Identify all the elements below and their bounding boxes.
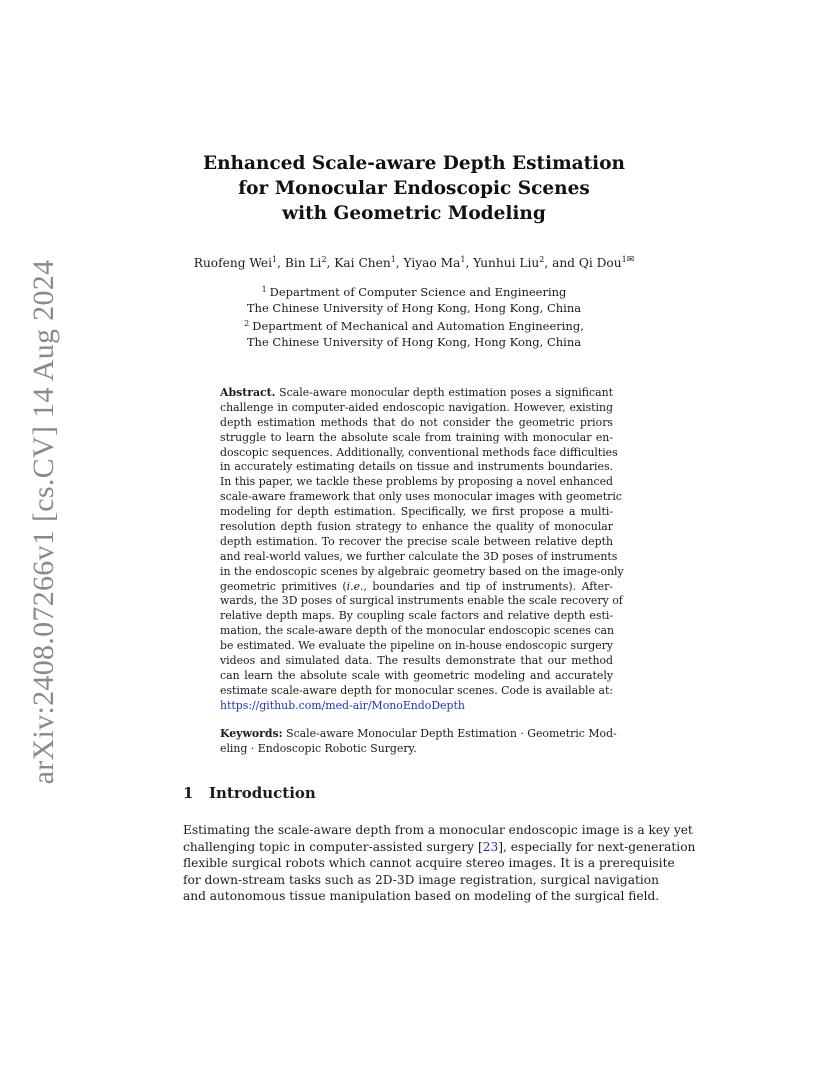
intro-text: challenging topic in computer-assisted surgery [ (183, 839, 483, 854)
abstract-line: estimate scale-aware depth for monocular scenes. Code is available at: (220, 683, 613, 697)
arxiv-identifier: arXiv:2408.07266v1 [cs.CV] 14 Aug 2024 (27, 259, 60, 785)
intro-text: ], especially for next-generation (498, 839, 696, 854)
author-list: Ruofeng Wei$^1$, Bin Li$^2$, Kai Chen$^1$, Yiyao Ma$^1$, Yunhui Liu$^2$, and Qi Dou$^{1✉}$ (193, 255, 635, 270)
abstract-line: wards, the 3D poses of surgical instruments enable the scale recovery of (220, 594, 623, 608)
author-name: Bin Li (284, 256, 322, 270)
author-affiliation-mark: 2 (539, 255, 545, 264)
keywords (220, 726, 617, 756)
abstract-line: struggle to learn the absolute scale from training with monocular en- (220, 430, 613, 444)
intro-line: Estimating the scale-aware depth from a monocular endoscopic image is a key yet (183, 823, 693, 837)
intro-line: and autonomous tissue manipulation based on modeling of the surgical field. (183, 889, 660, 904)
section-number: 1 (183, 784, 194, 802)
abstract-line: resolution depth fusion strategy to enhance the quality of monocular (220, 520, 613, 534)
abstract-line: can learn the absolute scale with geometric modeling and accurately (220, 668, 613, 682)
abstract-line (220, 386, 613, 401)
intro-line (183, 839, 696, 856)
abstract-line: challenge in computer-aided endoscopic navigation. However, existing (220, 400, 613, 414)
keywords-heading: Keywords: (220, 727, 283, 740)
section-title: Introduction (209, 784, 316, 802)
affiliation-line: The Chinese University of Hong Kong, Hong Kong, China (246, 300, 582, 315)
intro-paragraph (183, 822, 696, 905)
author-affiliation-mark: 1 (460, 255, 466, 264)
keywords-line: eling · Endoscopic Robotic Surgery. (220, 742, 417, 755)
abstract-text: geometric primitives ( (220, 579, 347, 593)
abstract-line: relative depth maps. By coupling scale factors and relative depth esti- (220, 609, 613, 623)
abstract-text: Scale-aware monocular depth estimation poses a significant (279, 386, 613, 399)
author-name: Ruofeng Wei (193, 256, 273, 270)
keywords-line (220, 726, 617, 741)
author-affiliation-mark: 1 (272, 255, 278, 264)
affiliation-line: The Chinese University of Hong Kong, Hong Kong, China (246, 334, 582, 349)
author-name: Kai Chen (334, 256, 391, 270)
abstract-line: and real-world values, we further calculate the 3D poses of instruments (220, 549, 618, 563)
author-name: Yiyao Ma (403, 256, 461, 270)
affiliation-line (0, 316, 828, 335)
intro-line: flexible surgical robots which cannot acquire stereo images. It is a prerequisite (183, 856, 675, 871)
abstract-line: mation, the scale-aware depth of the monocular endoscopic scenes can (220, 624, 614, 638)
abstract-line (220, 699, 613, 714)
abstract-line: videos and simulated data. The results demonstrate that our method (220, 654, 613, 668)
author-affiliation-mark: 1 (390, 255, 396, 264)
author-affiliation-mark: 1 (621, 255, 627, 264)
abstract-heading: Abstract. (220, 386, 276, 399)
title-line: for Monocular Endoscopic Scenes (238, 178, 590, 199)
section-heading (183, 784, 316, 802)
abstract-line: in the endoscopic scenes by algebraic geometry based on the image-only (220, 564, 624, 578)
keywords-text: Scale-aware Monocular Depth Estimation · Geometric Mod- (286, 727, 617, 740)
author-name: Qi Dou (578, 256, 622, 270)
affiliation-dept: Department of Computer Science and Engineering (269, 285, 567, 299)
abstract-line: depth estimation. To recover the precise scale between relative depth (220, 534, 613, 548)
intro-line: for down-stream tasks such as 2D-3D image registration, surgical navigation (183, 872, 659, 887)
author-name: Yunhui Liu (473, 256, 540, 270)
code-link[interactable]: https://github.com/med-air/MonoEndoDepth (220, 698, 465, 712)
author-conjunction: and (552, 256, 575, 270)
abstract-emphasis: i.e. (346, 579, 364, 593)
abstract-line: in accurately estimating details on tissue and instruments boundaries. (220, 460, 613, 474)
abstract-line: be estimated. We evaluate the pipeline on in-house endoscopic surgery (220, 639, 614, 653)
affiliation-mark: 1 (261, 285, 267, 294)
abstract-line: scale-aware framework that only uses monocular images with geometric (220, 490, 622, 504)
author-affiliation-mark: 2 (321, 255, 327, 264)
affiliation-mark: 2 (244, 319, 250, 328)
affiliation-dept: Department of Mechanical and Automation Engineering, (252, 319, 584, 333)
title-line: with Geometric Modeling (282, 203, 546, 224)
abstract-line: In this paper, we tackle these problems by proposing a novel enhanced (220, 475, 613, 489)
abstract (220, 386, 624, 714)
affiliations (0, 282, 828, 350)
envelope-icon: ✉ (626, 255, 635, 265)
abstract-text: , boundaries and tip of instruments). After- (363, 579, 613, 593)
paper-title (0, 151, 828, 226)
abstract-line (220, 580, 613, 595)
title-line: Enhanced Scale-aware Depth Estimation (203, 153, 625, 174)
abstract-line: depth estimation methods that do not consider the geometric priors (220, 415, 613, 429)
abstract-line: modeling for depth estimation. Specifically, we first propose a multi- (220, 505, 613, 519)
citation-link[interactable]: 23 (482, 839, 499, 854)
abstract-line: doscopic sequences. Additionally, conventional methods face difficulties (220, 445, 618, 459)
affiliation-line (0, 282, 828, 301)
